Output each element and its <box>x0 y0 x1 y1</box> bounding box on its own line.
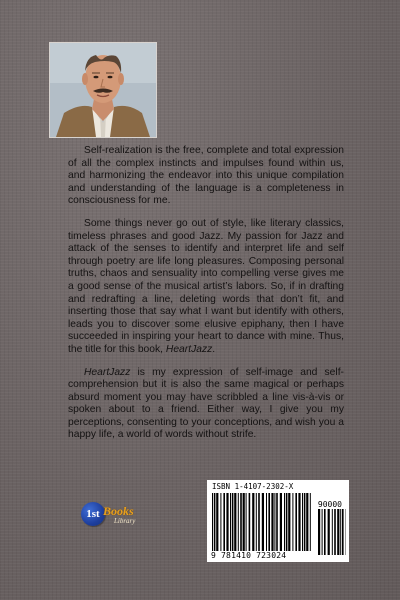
barcode-bar <box>322 509 323 555</box>
barcode-bar <box>306 493 308 551</box>
barcode-bar <box>298 493 300 551</box>
barcode-bar <box>304 493 306 551</box>
barcode-bar <box>276 493 278 551</box>
barcode-bar <box>284 493 285 551</box>
barcode-bar <box>274 493 275 551</box>
isbn-label: ISBN 1-4107-2302-X <box>212 482 294 491</box>
paragraph-jazz-passion <box>68 218 344 357</box>
publisher-logo <box>81 502 143 530</box>
barcode-bar <box>324 509 326 555</box>
barcode-bar <box>268 493 270 551</box>
back-cover-copy <box>68 145 344 452</box>
publisher-logo-sub: Library <box>114 517 136 525</box>
barcode-bar <box>214 493 216 551</box>
barcode-bar <box>337 509 339 555</box>
barcode-bar <box>262 493 264 551</box>
barcode-bar <box>295 493 297 551</box>
barcode-bar <box>226 493 228 551</box>
barcode-bar <box>252 493 254 551</box>
barcode-bar <box>238 493 239 551</box>
book-title-inline: HeartJazz <box>165 343 213 355</box>
barcode-bar <box>271 493 273 551</box>
barcode-bar <box>288 493 290 551</box>
barcode-bar <box>234 493 236 551</box>
paragraph-self-realization: Self-realization is the free, complete and total expression of all the complex instincts and impulses found within us, and harmonizing the endeavor into this unique compilation and understanding of the language is a completeness in consciousness for me. <box>68 145 344 207</box>
barcode-bar <box>332 509 333 555</box>
barcode-bar <box>292 493 293 551</box>
barcode-bar <box>220 493 221 551</box>
barcode-bar <box>302 493 303 551</box>
barcode-bar <box>212 493 213 551</box>
barcode-bar <box>310 493 311 551</box>
barcode-bar <box>230 493 231 551</box>
barcode-bar <box>286 493 288 551</box>
barcode-bar <box>256 493 257 551</box>
barcode-bar <box>249 493 251 551</box>
barcode-bar <box>216 493 218 551</box>
barcode-bar <box>328 509 330 555</box>
barcode-bar <box>240 493 242 551</box>
barcode-bar <box>232 493 234 551</box>
publisher-logo-mark: 1st <box>81 502 105 526</box>
barcode-bar <box>280 493 282 551</box>
publisher-logo-word: Books <box>103 504 134 518</box>
book-title-lead: HeartJazz <box>84 366 131 378</box>
barcode-bar <box>243 493 245 551</box>
title-period: . <box>212 343 216 355</box>
barcode-main-bars <box>212 493 312 551</box>
barcode-bar <box>340 509 341 555</box>
barcode-bar <box>266 493 267 551</box>
barcode-bar <box>223 493 225 551</box>
ean-digits: 9 781410 723024 <box>211 551 287 560</box>
price-code: 90000 <box>317 500 342 509</box>
barcode-bar <box>342 509 344 555</box>
barcode-bar <box>334 509 336 555</box>
barcode-bar <box>246 493 247 551</box>
paragraph-heartjazz-expression-text: is my expression of self-image and self-comprehension but it is also the same magical or perhaps absurd moment you may have scribbled a line vis-à-vis or spoken about to a friend. Either way, I give you my perceptions, consenting to your conceptions, and wish you a happy life, a world of words without strife. <box>68 366 344 441</box>
barcode-addon-bars <box>318 509 346 555</box>
paragraph-jazz-passion-text: Some things never go out of style, like literary classics, timeless phrases and good Jazz. My passion for Jazz and attack of the senses to identify and interpret life and self through poetry are life long pleasures. Composing personal truths, chaos and sensuality into compelling verse gives me a good sense of the musical artist’s labors. So, if in drafting and redrafting a line, deleting words that don’t fit, and inserting those that say what I want but identify with others, leads you to discover some elusive epiphany, then I have succeeded in inspiring your heart to dance with mine. Thus, the title for this book, <box>68 217 344 355</box>
barcode-bar <box>258 493 260 551</box>
author-photo <box>49 42 157 138</box>
barcode-bar <box>318 509 320 555</box>
paragraph-heartjazz-expression <box>68 367 344 443</box>
isbn-barcode <box>207 480 349 562</box>
